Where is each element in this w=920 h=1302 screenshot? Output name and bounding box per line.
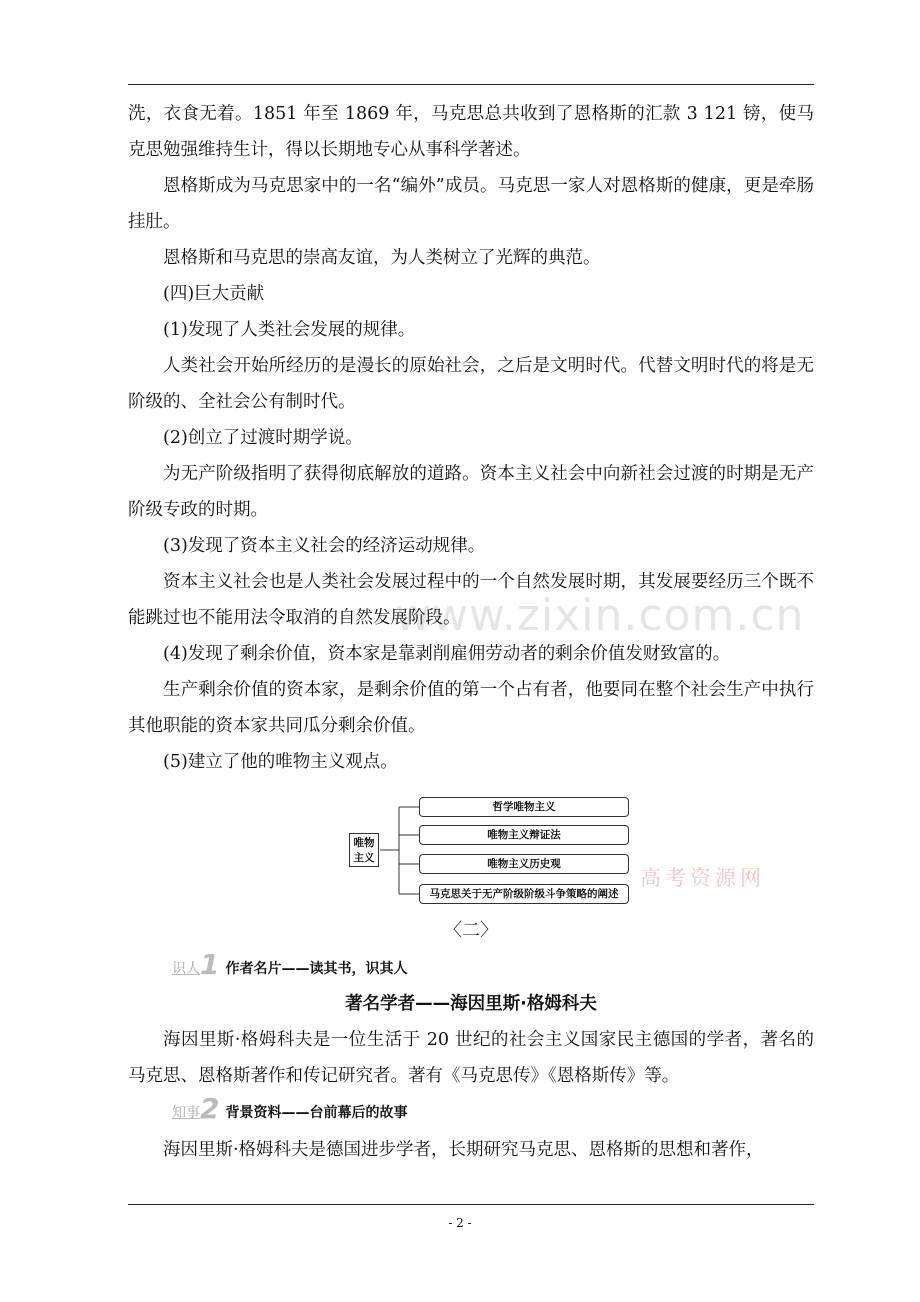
paragraph: (4)发现了剩余价值，资本家是靠剥削雇佣劳动者的剩余价值发财致富的。 (163, 644, 731, 664)
tag-title: 作者名片——读其书，识其人 (225, 961, 408, 977)
paragraph: 恩格斯成为马克思家中的一名“编外”成员。马克思一家人对恩格斯的健康，更是牵肠挂肚。 (128, 176, 814, 232)
paragraph: 海因里斯·格姆科夫是德国进步学者，长期研究马克思、恩格斯的思想和著作， (163, 1140, 764, 1160)
diagram-branch: 哲学唯物主义 (419, 797, 629, 817)
paragraph: 为无产阶级指明了获得彻底解放的道路。资本主义社会中向新社会过渡的时期是无产阶级专政的时期。 (128, 464, 814, 520)
diagram-root (349, 833, 379, 867)
paragraph: 人类社会开始所经历的是漫长的原始社会，之后是文明时代。代替文明时代的将是无阶级的、全社会公有制时代。 (128, 356, 814, 412)
paragraph: 资本主义社会也是人类社会发展过程中的一个自然发展时期，其发展要经历三个既不能跳过也不能用法令取消的自然发展阶段。 (128, 572, 814, 628)
heading-contribution: (四)巨大贡献 (163, 284, 265, 304)
tag-title: 背景资料——台前幕后的故事 (225, 1105, 408, 1121)
footer-rule (128, 1204, 814, 1205)
tag-word: 识人 (172, 961, 200, 977)
diagram-branch: 马克思关于无产阶级阶级斗争策略的阐述 (419, 884, 629, 904)
paragraph: (3)发现了资本主义社会的经济运动规律。 (163, 536, 486, 556)
paragraph: (5)建立了他的唯物主义观点。 (163, 752, 398, 772)
tag-number: 2 (200, 1092, 220, 1125)
tag-background (172, 1092, 408, 1125)
materialism-diagram (349, 797, 631, 905)
diagram-root-line: 主义 (353, 852, 375, 864)
tag-word: 知事 (172, 1105, 200, 1121)
author-paragraph-block (128, 1022, 814, 1094)
diagram-root-line: 唯物 (353, 837, 375, 849)
paragraph: 恩格斯和马克思的崇高友谊，为人类树立了光辉的典范。 (163, 248, 601, 268)
paragraph: 洗，衣食无着。1851 年至 1869 年，马克思总共收到了恩格斯的汇款 3 121 镑，使马克思勉强维持生计，得以长期地专心从事科学著述。 (128, 104, 814, 160)
source-stamp: 高考资源网 (640, 866, 765, 890)
background-paragraph-block (128, 1132, 814, 1168)
diagram-branch: 唯物主义历史观 (419, 854, 629, 874)
section-mark: 〈二〉 (444, 920, 498, 941)
top-paragraphs (128, 96, 814, 780)
paragraph: 生产剩余价值的资本家，是剩余价值的第一个占有者，他要同在整个社会生产中执行其他职能的资本家共同瓜分剩余价值。 (128, 680, 814, 736)
paragraph: 海因里斯·格姆科夫是一位生活于 20 世纪的社会主义国家民主德国的学者，著名的马克思、恩格斯著作和传记研究者。著有《马克思传》《恩格斯传》等。 (128, 1030, 814, 1086)
diagram-branch: 唯物主义辩证法 (419, 825, 629, 845)
paragraph: (1)发现了人类社会发展的规律。 (163, 320, 416, 340)
tag-number: 1 (200, 948, 220, 981)
header-rule (128, 84, 814, 85)
tag-author-card (172, 948, 408, 981)
author-subtitle: 著名学者——海因里斯·格姆科夫 (345, 994, 597, 1014)
paragraph: (2)创立了过渡时期学说。 (163, 428, 363, 448)
page-number: - 2 - (448, 1216, 472, 1230)
watermark-text: www.zixin.com.cn (395, 590, 805, 641)
